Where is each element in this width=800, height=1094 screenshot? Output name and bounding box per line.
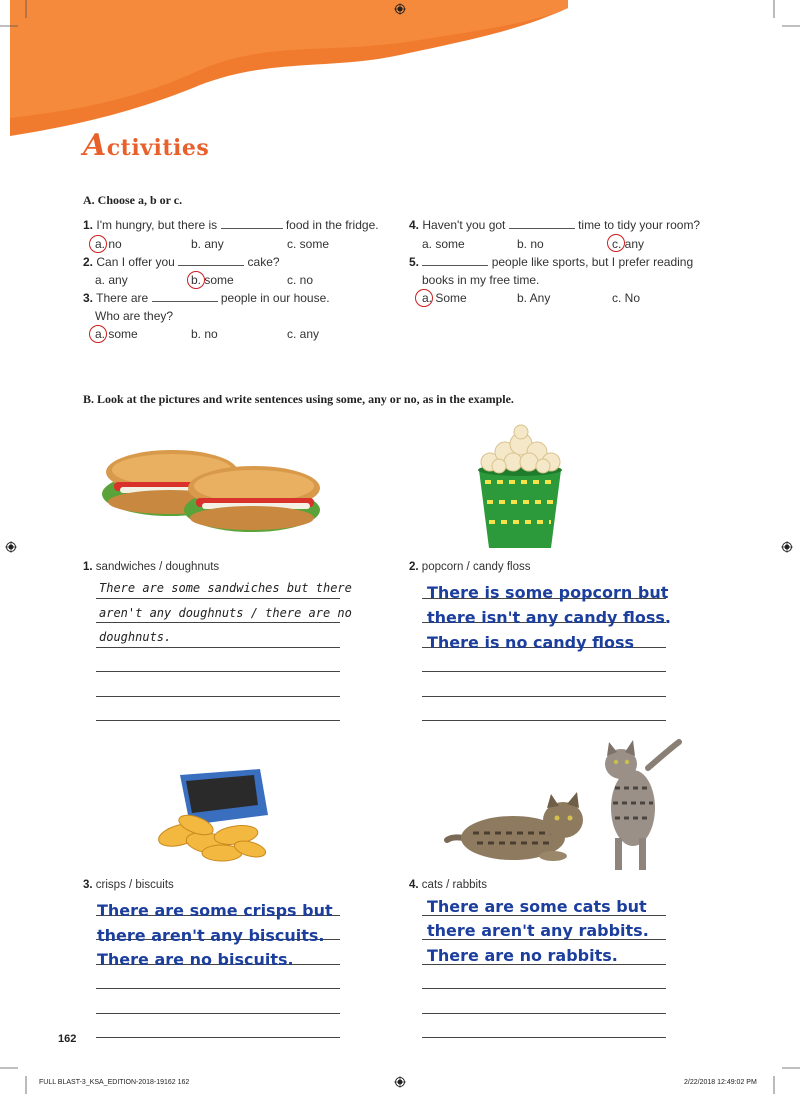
registration-mark-icon [394, 1076, 406, 1088]
footer-left: FULL BLAST-3_KSA_EDITION-2018-19162 162 [39, 1079, 190, 1086]
answer-circle [89, 235, 107, 253]
answer-blank[interactable] [178, 255, 244, 266]
page-number: 162 [58, 1033, 77, 1045]
writing-line [96, 1037, 340, 1038]
q3-option-a[interactable]: a. some [95, 327, 138, 341]
question-5-line2: books in my free time. [422, 273, 540, 287]
answer-text-4-line-2: there aren't any rabbits. [427, 921, 649, 940]
q1-option-b[interactable]: b. any [191, 237, 224, 251]
popcorn-image [465, 422, 575, 552]
q3-option-c[interactable]: c. any [287, 327, 320, 341]
answer-text-2-line-3: There is no candy floss [427, 633, 635, 652]
q2-option-c[interactable]: c. no [287, 273, 314, 287]
caption-2: 2. popcorn / candy floss [409, 561, 531, 573]
answer-text-1-line-1: There are some sandwiches but there [99, 581, 352, 595]
crisps-image [150, 765, 280, 865]
writing-line [96, 1013, 340, 1014]
question-5: 5. people like sports, but I prefer reading [409, 255, 694, 269]
cats-image [443, 738, 683, 878]
answer-text-2-line-1: There is some popcorn but [427, 583, 669, 602]
answer-text-3-line-1: There are some crisps but [97, 901, 333, 920]
q4-option-b[interactable]: b. no [517, 237, 544, 251]
q5-option-b[interactable]: b. Any [517, 291, 551, 305]
writing-line [96, 622, 340, 623]
caption-1: 1. sandwiches / doughnuts [83, 561, 220, 573]
writing-line [422, 988, 666, 989]
q4-option-c[interactable]: c. any [612, 237, 645, 251]
writing-line [96, 598, 340, 599]
caption-3: 3. crisps / biscuits [83, 879, 174, 891]
writing-line [422, 696, 666, 697]
question-2: 2. Can I offer you cake? [83, 255, 280, 269]
q3-option-b[interactable]: b. no [191, 327, 218, 341]
writing-line [96, 671, 340, 672]
answer-text-2-line-2: there isn't any candy floss. [427, 608, 672, 627]
question-1: 1. I'm hungry, but there is food in the fridge. [83, 218, 379, 232]
q2-option-a[interactable]: a. any [95, 273, 128, 287]
answer-text-4-line-1: There are some cats but [427, 897, 647, 916]
question-4: 4. Haven't you got time to tidy your room? [409, 218, 701, 232]
q1-option-a[interactable]: a. no [95, 237, 122, 251]
answer-text-1-line-2: aren't any doughnuts / there are no [99, 606, 352, 620]
q5-option-a[interactable]: a. Some [422, 291, 467, 305]
header-banner [0, 0, 800, 140]
question-3-line2: Who are they? [95, 309, 174, 323]
sandwiches-image [100, 432, 325, 542]
answer-circle [89, 325, 107, 343]
registration-mark-icon [394, 3, 406, 15]
footer-right: 2/22/2018 12:49:02 PM [684, 1079, 757, 1086]
answer-text-3-line-2: there aren't any biscuits. [97, 926, 325, 945]
writing-line [96, 720, 340, 721]
answer-blank[interactable] [509, 218, 575, 229]
answer-blank[interactable] [221, 218, 283, 229]
answer-circle [187, 271, 205, 289]
q1-option-c[interactable]: c. some [287, 237, 330, 251]
section-b-heading: B. Look at the pictures and write sentences using some, any or no, as in the example. [83, 392, 514, 406]
writing-line [96, 647, 340, 648]
writing-line [422, 671, 666, 672]
q4-option-a[interactable]: a. some [422, 237, 465, 251]
registration-mark-icon [781, 541, 793, 553]
answer-blank[interactable] [422, 255, 488, 266]
q5-option-c[interactable]: c. No [612, 291, 641, 305]
writing-line [96, 988, 340, 989]
caption-4: 4. cats / rabbits [409, 879, 487, 891]
answer-circle [607, 234, 625, 252]
answer-text-3-line-3: There are no biscuits. [97, 950, 294, 969]
answer-text-1-line-3: doughnuts. [99, 630, 172, 644]
answer-text-4-line-3: There are no rabbits. [427, 946, 618, 965]
answer-circle [415, 289, 433, 307]
writing-line [96, 696, 340, 697]
q2-option-b[interactable]: b. some [191, 273, 234, 287]
answer-blank[interactable] [152, 291, 218, 302]
writing-line [422, 1013, 666, 1014]
registration-mark-icon [5, 541, 17, 553]
writing-line [422, 720, 666, 721]
section-a-heading: A. Choose a, b or c. [83, 193, 183, 207]
page-title: Activities [83, 128, 210, 163]
writing-line [422, 1037, 666, 1038]
question-3: 3. There are people in our house. [83, 291, 330, 305]
